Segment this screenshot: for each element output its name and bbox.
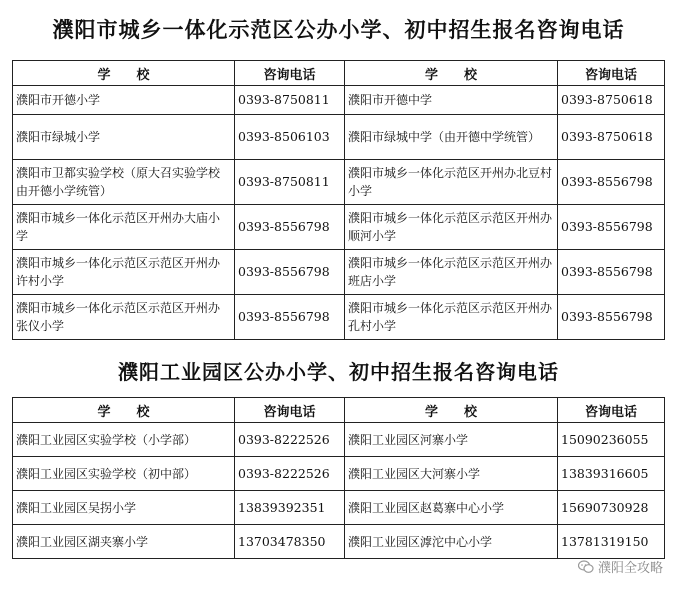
phone-cell: 0393-8556798 (558, 160, 665, 205)
phone-cell: 13781319150 (558, 525, 665, 559)
table-row (13, 250, 665, 295)
phone-cell: 0393-8750618 (558, 86, 665, 115)
phone-cell: 0393-8556798 (558, 250, 665, 295)
school-cell: 濮阳工业园区吴拐小学 (13, 491, 235, 525)
school-cell: 濮阳市绿城中学（由开德中学统管） (345, 115, 558, 160)
table-industrial-park (12, 397, 665, 559)
school-cell: 濮阳工业园区实验学校（初中部） (13, 457, 235, 491)
title-urban-rural: 濮阳市城乡一体化示范区公办小学、初中招生报名咨询电话 (52, 18, 625, 42)
school-cell: 濮阳工业园区湖夹寨小学 (13, 525, 235, 559)
header-phone: 咨询电话 (558, 61, 665, 86)
phone-cell: 0393-8506103 (235, 115, 345, 160)
table-row (13, 457, 665, 491)
phone-cell: 0393-8556798 (235, 250, 345, 295)
school-cell: 濮阳市城乡一体化示范区示范区开州办孔村小学 (345, 295, 558, 340)
table-row (13, 86, 665, 115)
table-row (13, 491, 665, 525)
school-cell: 濮阳市开德小学 (13, 86, 235, 115)
phone-cell: 0393-8750618 (558, 115, 665, 160)
phone-cell: 0393-8222526 (235, 423, 345, 457)
table-row (13, 160, 665, 205)
table-row (13, 295, 665, 340)
header-phone: 咨询电话 (235, 61, 345, 86)
school-cell: 濮阳市城乡一体化示范区示范区开州办顺河小学 (345, 205, 558, 250)
school-cell: 濮阳市城乡一体化示范区开州办大庙小学 (13, 205, 235, 250)
school-cell: 濮阳工业园区大河寨小学 (345, 457, 558, 491)
phone-cell: 0393-8222526 (235, 457, 345, 491)
title-industrial-park: 濮阳工业园区公办小学、初中招生报名咨询电话 (118, 360, 559, 384)
phone-cell: 15690730928 (558, 491, 665, 525)
school-cell: 濮阳市城乡一体化示范区示范区开州办许村小学 (13, 250, 235, 295)
phone-cell: 13839316605 (558, 457, 665, 491)
table-row (13, 423, 665, 457)
header-school: 学 校 (345, 398, 558, 423)
school-cell: 濮阳市绿城小学 (13, 115, 235, 160)
table-row (13, 115, 665, 160)
phone-cell: 0393-8750811 (235, 86, 345, 115)
table-row (13, 205, 665, 250)
school-cell: 濮阳市城乡一体化示范区示范区开州办张仪小学 (13, 295, 235, 340)
header-school: 学 校 (13, 61, 235, 86)
school-cell: 濮阳市城乡一体化示范区示范区开州办班店小学 (345, 250, 558, 295)
school-cell: 濮阳工业园区赵葛寨中心小学 (345, 491, 558, 525)
watermark (578, 557, 663, 576)
phone-cell: 13703478350 (235, 525, 345, 559)
header-school: 学 校 (345, 61, 558, 86)
school-cell: 濮阳工业园区滹沱中心小学 (345, 525, 558, 559)
school-cell: 濮阳市城乡一体化示范区开州办北豆村小学 (345, 160, 558, 205)
school-cell: 濮阳工业园区实验学校（小学部） (13, 423, 235, 457)
phone-cell: 13839392351 (235, 491, 345, 525)
header-phone: 咨询电话 (558, 398, 665, 423)
phone-cell: 0393-8750811 (235, 160, 345, 205)
header-phone: 咨询电话 (235, 398, 345, 423)
school-cell: 濮阳市开德中学 (345, 86, 558, 115)
table-urban-rural (12, 60, 665, 340)
header-school: 学 校 (13, 398, 235, 423)
phone-cell: 15090236055 (558, 423, 665, 457)
phone-cell: 0393-8556798 (235, 205, 345, 250)
phone-cell: 0393-8556798 (558, 295, 665, 340)
phone-cell: 0393-8556798 (235, 295, 345, 340)
school-cell: 濮阳工业园区河寨小学 (345, 423, 558, 457)
wechat-icon (578, 560, 594, 574)
school-cell: 濮阳市卫都实验学校（原大召实验学校由开德小学统管） (13, 160, 235, 205)
phone-cell: 0393-8556798 (558, 205, 665, 250)
watermark-text: 濮阳全攻略 (597, 561, 663, 576)
table-row (13, 525, 665, 559)
